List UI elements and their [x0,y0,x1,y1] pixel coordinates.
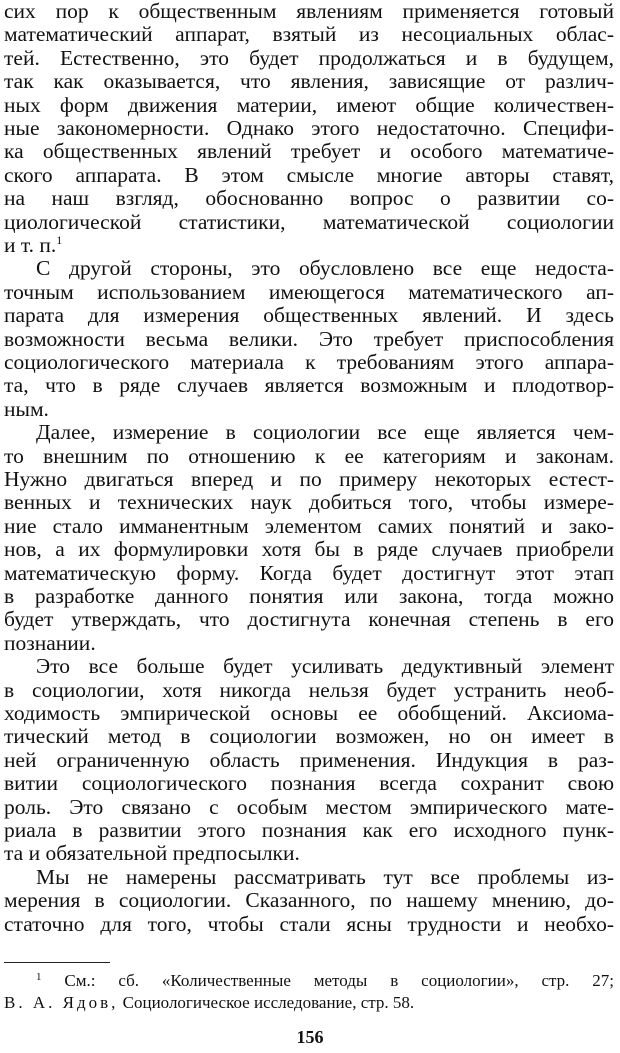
text-line: на наш взгляд, обоснованно вопрос о развитии со- [4,187,614,211]
text-line: тический метод в социологии возможен, но он имеет в [4,725,614,749]
text-line: роль. Это связано с особым местом эмпирического мате- [4,795,614,819]
text-line: риала в развитии этого познания как его исходного пунк- [4,819,614,842]
text-line: математический аппарат, взятый из несоциальных облас- [4,23,614,47]
footnote-marker: 1 [36,971,42,983]
footnote-text: См.: сб. «Количественные методы в социологии», стр. 27; [41,971,614,990]
text-line: Нужно двигаться вперед и по примеру некоторых естест- [4,468,614,491]
text-line: парата для измерения общественных явлений. И здесь [4,304,614,328]
text-line: в разработке данного понятия или закона, тогда можно [4,585,614,608]
text-line: ского аппарата. В этом смысле многие авторы ставят, [4,163,614,187]
text-line: ходимость эмпирической основы ее обобщений. Аксиома- [4,702,614,725]
footnote-text: Социологическое исследование, стр. 58. [118,993,415,1012]
text-line: та и обязательной предпосылки. [4,842,300,866]
text-line: возможности весьма велики. Это требует приспособления [4,327,614,351]
paragraph-first-line: Это все больше будет усиливать дедуктивный элемент [36,655,614,679]
text-line: ней ограниченную область применения. Индукция в раз- [4,748,614,772]
text-line: то внешним по отношению к ее категориям и законам. [4,444,614,468]
text-line: сих пор к общественным явлениям применяется готовый [4,0,614,23]
footnote-line [4,992,614,1014]
text-line: мерения в социологии. Сказанного, по нашему мнению, до- [4,889,614,913]
text-line: витии социологического познания всегда сохранит свою [4,772,614,796]
paragraph-first-line: Мы не намерены рассматривать тут все проблемы из- [36,865,614,889]
text-line: точным использованием имеющегося математического ап- [4,280,614,304]
text-line: венных и технических наук добиться того, чтобы измере- [4,491,614,515]
text-line: нов, а их формулировки хотя бы в ряде случаев приобрели [4,538,614,562]
text-line: ных форм движения материи, имеют общие количествен- [4,93,614,117]
text-line: в социологии, хотя никогда нельзя будет устранить необ- [4,678,614,702]
text-line: так как оказывается, что явления, зависящие от различ- [4,70,614,94]
text-line: статочно для того, чтобы стали ясны трудности и необхо- [4,912,614,936]
text-line: познании. [4,631,96,655]
footnote-line [36,970,614,992]
text-line: будет утверждать, что достигнута конечная степень в его [4,608,614,632]
text-line: ным. [4,397,49,421]
paragraph-first-line: С другой стороны, это обусловлено все еще недоста- [36,257,614,281]
footnote-separator [4,962,110,963]
footnote-reference: 1 [56,234,63,247]
footnote-author: В. А. Ядов, [4,993,119,1012]
paragraph-first-line: Далее, измерение в социологии все еще является чем- [36,421,614,445]
text-line [4,234,614,257]
text-line: та, что в ряде случаев является возможным и плодотвор- [4,374,614,398]
text-line: математическую форму. Когда будет достигнут этот этап [4,561,614,585]
text-line: ние стало имманентным элементом самих понятий и зако- [4,514,614,538]
page-number: 156 [296,1027,324,1047]
text-line: ные закономерности. Однако этого недостаточно. Специфи- [4,117,614,140]
text-line: ка общественных явлений требует и особого математиче- [4,140,614,164]
text-line: циологической статистики, математической социологии [4,210,614,234]
text-line: социологического материала к требованиям этого аппара- [4,351,614,374]
text-line: тей. Естественно, это будет продолжаться и в будущем, [4,46,614,70]
text-line-content: и т. п. [4,234,57,257]
